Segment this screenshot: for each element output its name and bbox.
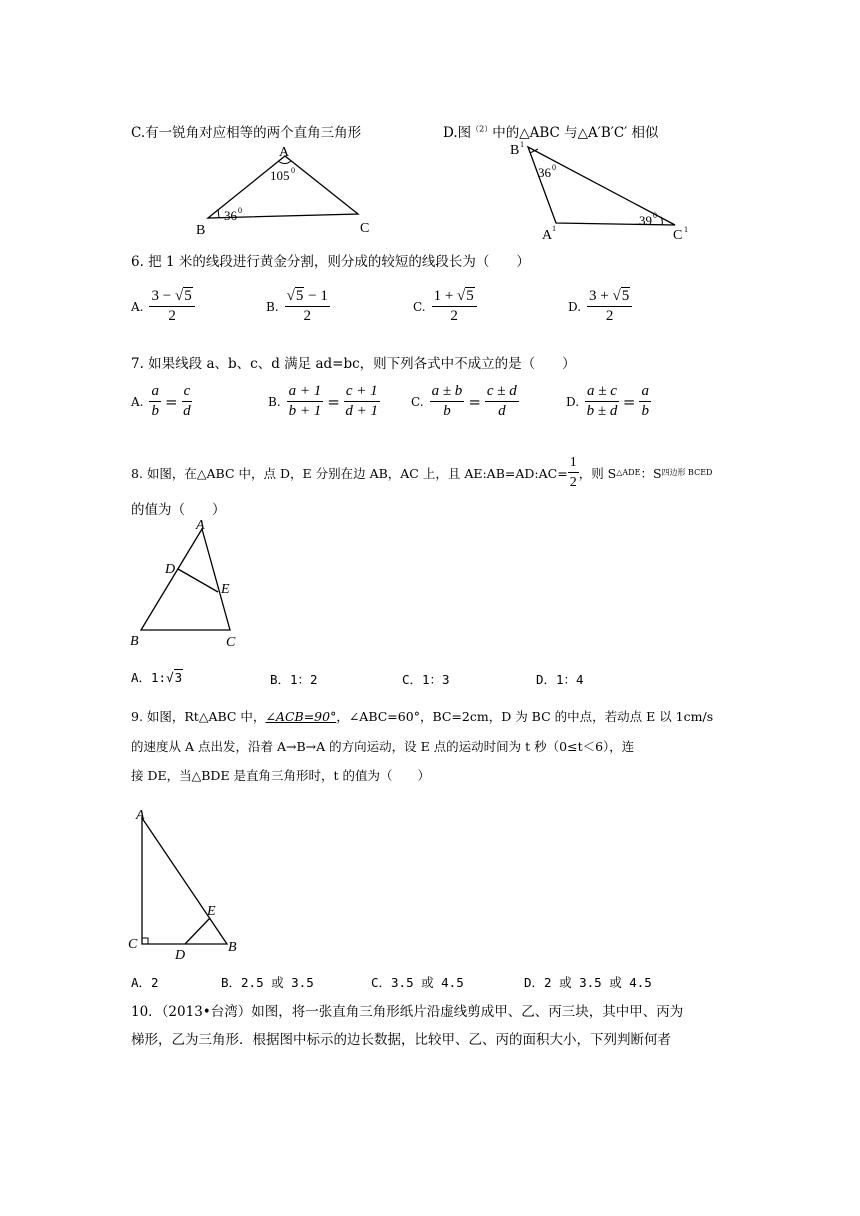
- q6-d-rad: 5: [621, 288, 630, 304]
- triangle-abc: [141, 529, 230, 630]
- q7-c-left: $\frac{a \pm b}{b}$: [431, 383, 463, 419]
- q7-option-c-label: C.: [411, 394, 424, 409]
- q7-d-right: $\frac{a}{b}$: [641, 383, 649, 419]
- q7-option-a: A. $\frac{a}{b}$ = $\frac{c}{d}$: [131, 383, 191, 419]
- label-d: D: [165, 562, 176, 577]
- q6-a-den: 2: [168, 308, 176, 324]
- q6-d-num: 3 +: [589, 288, 613, 304]
- q7-a-right: $\frac{c}{d}$: [183, 383, 191, 419]
- q6-option-d-label: D.: [568, 299, 582, 314]
- q9-line1-underlined: ∠ACB=90°: [265, 709, 337, 724]
- q9-question-line2: 的速度从 A 点出发，沿着 A→B→A 的方向运动，设 E 点的运动时间为 t 秒（0≤t＜6），连: [131, 739, 635, 754]
- q5-option-d-pre: D.图: [443, 125, 472, 141]
- q7-b-right: $\frac{c + 1}{d + 1}$: [345, 383, 379, 419]
- angle-b1-value: 36: [538, 165, 551, 180]
- angle-a-degree: 0: [291, 166, 295, 175]
- q8-ratio-fraction: $\frac{1}{2}$: [569, 455, 577, 490]
- q6-option-d-fraction: $\frac{3 + √5}{2}$: [587, 288, 632, 325]
- label-c: C: [128, 937, 138, 952]
- q7-option-b-label: B.: [268, 394, 281, 409]
- q6-option-c: [413, 288, 477, 325]
- right-angle-mark: [142, 938, 148, 944]
- angle-b1-degree: 0: [552, 163, 556, 172]
- segment-de: [178, 569, 218, 592]
- label-a: A: [279, 145, 290, 160]
- label-e: E: [221, 582, 230, 597]
- angle-b-degree: 0: [238, 206, 242, 215]
- label-b1-prime: 1: [520, 140, 524, 149]
- label-a: A: [136, 808, 145, 823]
- label-a1-prime: 1: [552, 224, 556, 233]
- label-d: D: [175, 948, 186, 963]
- q7-a-left: $\frac{a}{b}$: [151, 383, 159, 419]
- q9-option-d: D．2 或 3.5 或 4.5: [524, 975, 652, 990]
- q7-option-b: B. $\frac{a + 1}{b + 1}$ = $\frac{c + 1}{d + 1}$: [268, 383, 379, 419]
- angle-c1-value: 39: [639, 213, 652, 228]
- label-a1: A: [542, 228, 553, 243]
- q6-a-num: 3 −: [151, 288, 175, 304]
- q6-option-c-fraction: $\frac{1 + √5}{2}$: [432, 288, 477, 325]
- q7-option-d: D. $\frac{a \pm c}{b \pm d}$ = $\frac{a}{b}$: [566, 383, 649, 419]
- q9-option-b: B．2.5 或 3.5: [221, 975, 314, 990]
- q9-line1-pre: 9. 如图，Rt△ABC 中，: [131, 709, 266, 724]
- q8-figure: [125, 515, 255, 655]
- q10-question-line2: 梯形，乙为三角形．根据图中标示的边长数据，比较甲、乙、丙的面积大小，下列判断何者: [131, 1032, 671, 1048]
- label-a: A: [196, 518, 205, 533]
- q8-text-mid: ，则 S: [578, 465, 617, 481]
- q6-a-rad: 5: [184, 288, 192, 304]
- angle-b-value: 36: [224, 208, 237, 223]
- q6-option-c-label: C.: [413, 299, 426, 314]
- q10-question-line1: 10．（2013•台湾）如图，将一张直角三角形纸片沿虚线剪成甲、乙、丙三块，其中甲、丙为: [131, 1004, 684, 1020]
- q8-option-b: B．1：2: [270, 672, 318, 687]
- q5-figure-1: [190, 140, 390, 240]
- q9-question-line1: [131, 707, 713, 725]
- q7-option-c: C. $\frac{a \pm b}{b}$ = $\frac{c \pm d}{d}$: [411, 383, 517, 419]
- q5-option-d-ref: （2）: [471, 124, 493, 134]
- q6-option-d: [568, 288, 632, 325]
- q9-figure: [125, 805, 255, 965]
- triangle-abc: [142, 818, 227, 944]
- q5-option-d-post: 中的△ABC 与△A′B′C′ 相似: [492, 125, 659, 141]
- q8-text-colon: ：S: [640, 465, 662, 481]
- label-c1-prime: 1: [684, 225, 688, 234]
- q8-sub-ade: △ADE: [616, 468, 641, 477]
- label-b: B: [130, 634, 139, 649]
- q6-b-den: 2: [303, 308, 311, 324]
- q7-option-d-label: D.: [566, 394, 580, 409]
- q7-question: 7. 如果线段 a、b、c、d 满足 ad=bc，则下列各式中不成立的是（ ）: [131, 356, 576, 372]
- q6-b-rad: 5: [295, 288, 304, 304]
- label-c1: C: [673, 228, 683, 243]
- q9-option-a: A．2: [131, 975, 159, 990]
- q6-option-a-label: A.: [131, 299, 144, 314]
- q7-option-a-label: A.: [131, 394, 144, 409]
- q9-line1-post: ，∠ABC=60°，BC=2cm，D 为 BC 的中点，若动点 E 以 1cm/s: [336, 709, 714, 724]
- label-e: E: [207, 904, 216, 919]
- q5-figure-2: [500, 135, 700, 245]
- q8-option-d: D．1：4: [536, 672, 584, 687]
- q8-question-line1: [131, 454, 712, 491]
- q8-text-pre: 8. 如图，在△ABC 中，点 D，E 分别在边 AB，AC 上，且 AE:AB=AD:AC=: [131, 465, 568, 481]
- label-c: C: [226, 635, 236, 650]
- q7-d-left: $\frac{a \pm c}{b \pm d}$: [586, 383, 618, 419]
- q6-option-a-fraction: $\frac{3 - √5}{2}$: [149, 288, 194, 325]
- q6-option-a: [131, 288, 195, 325]
- q7-b-left: $\frac{a + 1}{b + 1}$: [288, 383, 322, 419]
- segment-de: [185, 918, 210, 944]
- angle-b-mark: [218, 209, 219, 218]
- q9-option-c: C．3.5 或 4.5: [371, 975, 464, 990]
- label-c: C: [360, 221, 370, 236]
- q6-option-b-label: B.: [266, 299, 279, 314]
- q6-option-b-fraction: $\frac{√5 - 1}{2}$: [286, 288, 328, 324]
- q6-c-rad: 5: [466, 288, 474, 304]
- angle-a-value: 105: [270, 168, 290, 183]
- q7-c-right: $\frac{c \pm d}{d}$: [486, 383, 517, 419]
- q8-sub-bced: 四边形 BCED: [661, 468, 713, 477]
- q8-option-c: C．1：3: [402, 672, 450, 687]
- q8-question-line2: 的值为（ ）: [131, 502, 226, 518]
- angle-a-arc: [278, 161, 291, 164]
- q6-question: 6. 把 1 米的线段进行黄金分割，则分成的较短的线段长为（ ）: [131, 254, 530, 270]
- q6-b-num-post: − 1: [304, 288, 328, 304]
- q8-option-a: A．1:√3: [131, 670, 183, 685]
- label-b: B: [196, 223, 206, 238]
- q6-c-num: 1 +: [433, 288, 458, 304]
- label-b: B: [228, 940, 237, 955]
- q5-option-c: C.有一锐角对应相等的两个直角三角形: [131, 125, 362, 141]
- q6-c-den: 2: [450, 308, 458, 324]
- label-b1: B: [510, 143, 520, 158]
- angle-c1-degree: 0: [653, 211, 657, 220]
- q6-option-b: [266, 288, 330, 325]
- q6-d-den: 2: [605, 308, 614, 324]
- q9-question-line3: 接 DE，当△BDE 是直角三角形时，t 的值为（ ）: [131, 768, 431, 783]
